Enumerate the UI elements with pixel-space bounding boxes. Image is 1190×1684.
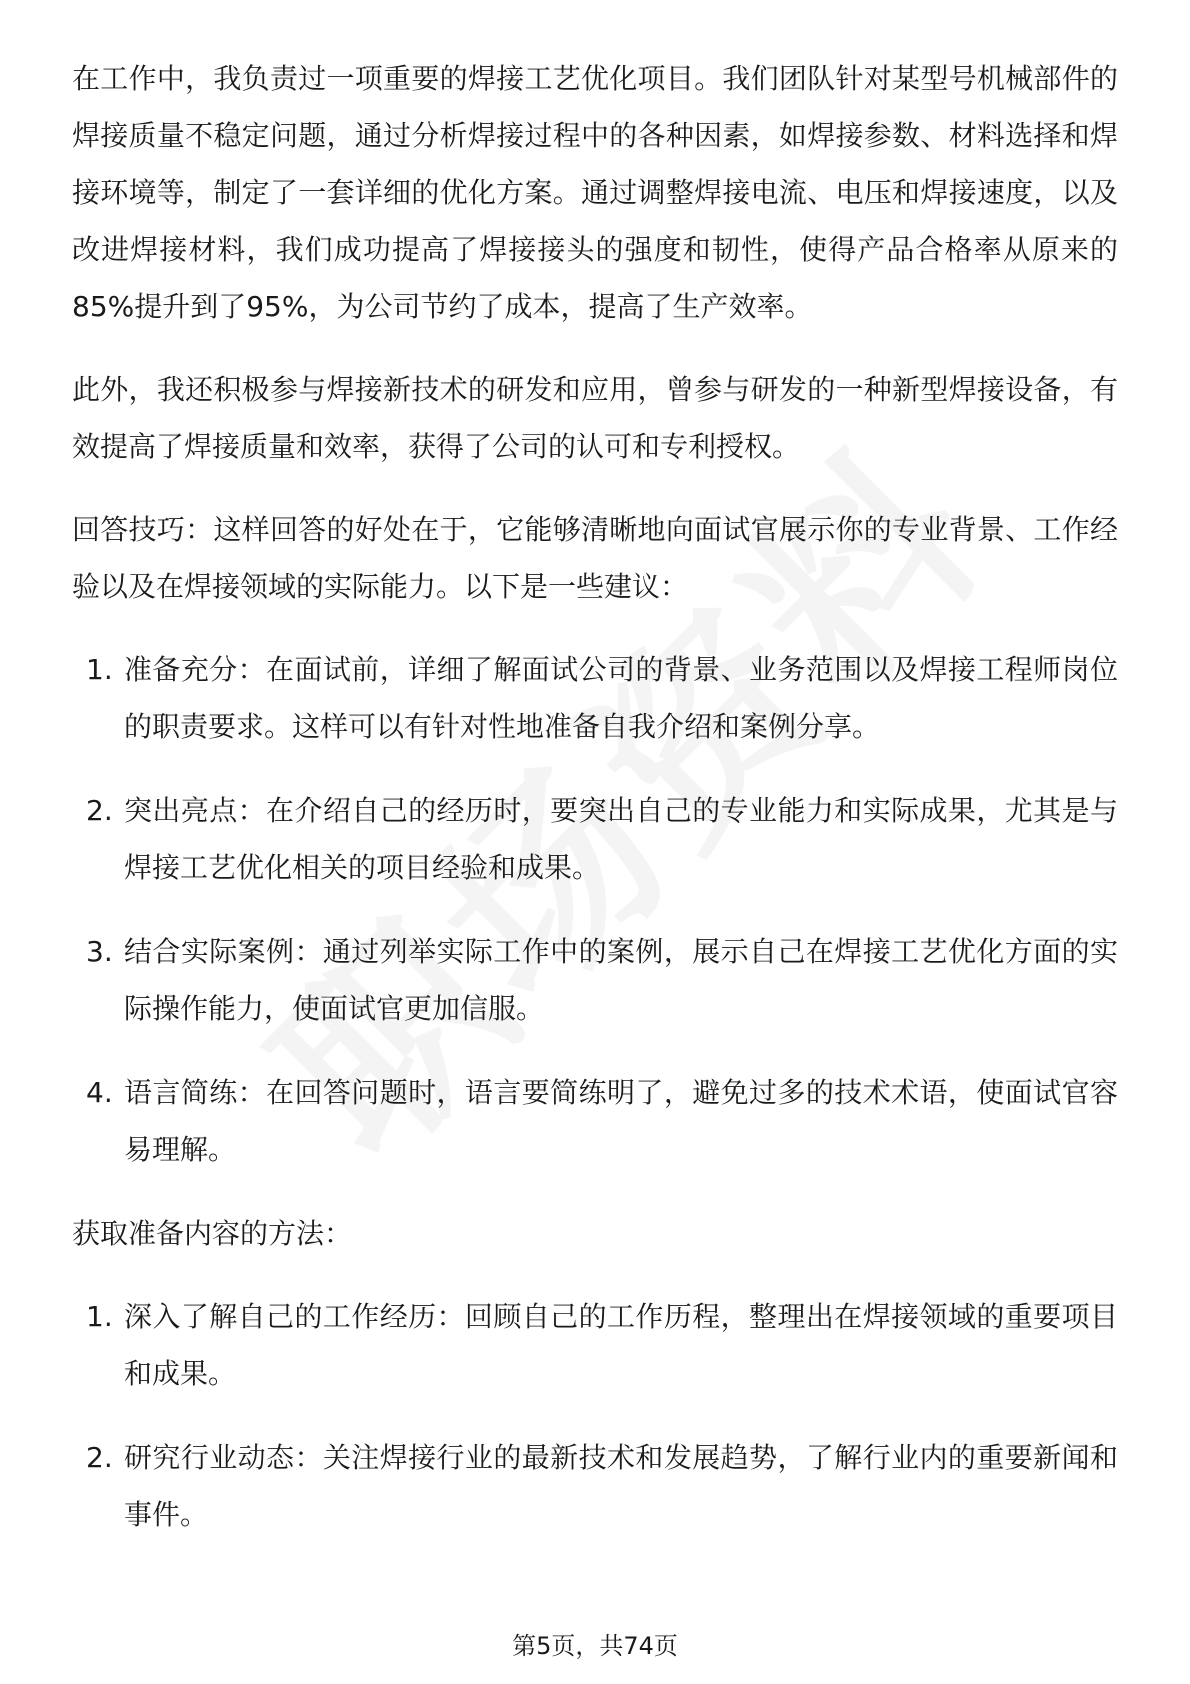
- list-item: [72, 641, 1118, 755]
- paragraph-research: 此外，我还积极参与焊接新技术的研发和应用，曾参与研发的一种新型焊接设备，有效提高了焊接质量和效率，获得了公司的认可和专利授权。: [72, 373, 1118, 463]
- list-number: 4.: [86, 1076, 113, 1109]
- list-item-text: 研究行业动态：关注焊接行业的最新技术和发展趋势，了解行业内的重要新闻和事件。: [124, 1441, 1118, 1531]
- list-number: 2.: [86, 794, 113, 827]
- page-footer: 第5页，共74页: [512, 1632, 678, 1660]
- document-body: [72, 50, 1118, 1570]
- list-item: [72, 1064, 1118, 1178]
- list-item: [72, 1429, 1118, 1543]
- prep-heading: 获取准备内容的方法：: [72, 1217, 353, 1250]
- list-item-text: 语言简练：在回答问题时，语言要简练明了，避免过多的技术术语，使面试官容易理解。: [124, 1076, 1118, 1166]
- list-number: 1.: [86, 1300, 113, 1333]
- list-item: [72, 923, 1118, 1037]
- paragraph-answer-tips: 回答技巧：这样回答的好处在于，它能够清晰地向面试官展示你的专业背景、工作经验以及在焊接领域的实际能力。以下是一些建议：: [72, 513, 1118, 603]
- list-number: 1.: [86, 653, 113, 686]
- list-item-text: 准备充分：在面试前，详细了解面试公司的背景、业务范围以及焊接工程师岗位的职责要求。这样可以有针对性地准备自我介绍和案例分享。: [124, 653, 1118, 743]
- prep-list: [72, 1288, 1118, 1543]
- tips-list: [72, 641, 1118, 1178]
- list-item: [72, 782, 1118, 896]
- paragraph-project: 在工作中，我负责过一项重要的焊接工艺优化项目。我们团队针对某型号机械部件的焊接质量不稳定问题，通过分析焊接过程中的各种因素，如焊接参数、材料选择和焊接环境等，制定了一套详细的优化方案。通过调整焊接电流、电压和焊接速度，以及改进焊接材料，我们成功提高了焊接接头的强度和韧性，使得产品合格率从原来的85%提升到了95%，为公司节约了成本，提高了生产效率。: [72, 62, 1118, 323]
- list-item-text: 结合实际案例：通过列举实际工作中的案例，展示自己在焊接工艺优化方面的实际操作能力，使面试官更加信服。: [124, 935, 1118, 1025]
- list-number: 2.: [86, 1441, 113, 1474]
- list-item-text: 突出亮点：在介绍自己的经历时，要突出自己的专业能力和实际成果，尤其是与焊接工艺优化相关的项目经验和成果。: [124, 794, 1118, 884]
- list-number: 3.: [86, 935, 113, 968]
- list-item: [72, 1288, 1118, 1402]
- list-item-text: 深入了解自己的工作经历：回顾自己的工作历程，整理出在焊接领域的重要项目和成果。: [124, 1300, 1118, 1390]
